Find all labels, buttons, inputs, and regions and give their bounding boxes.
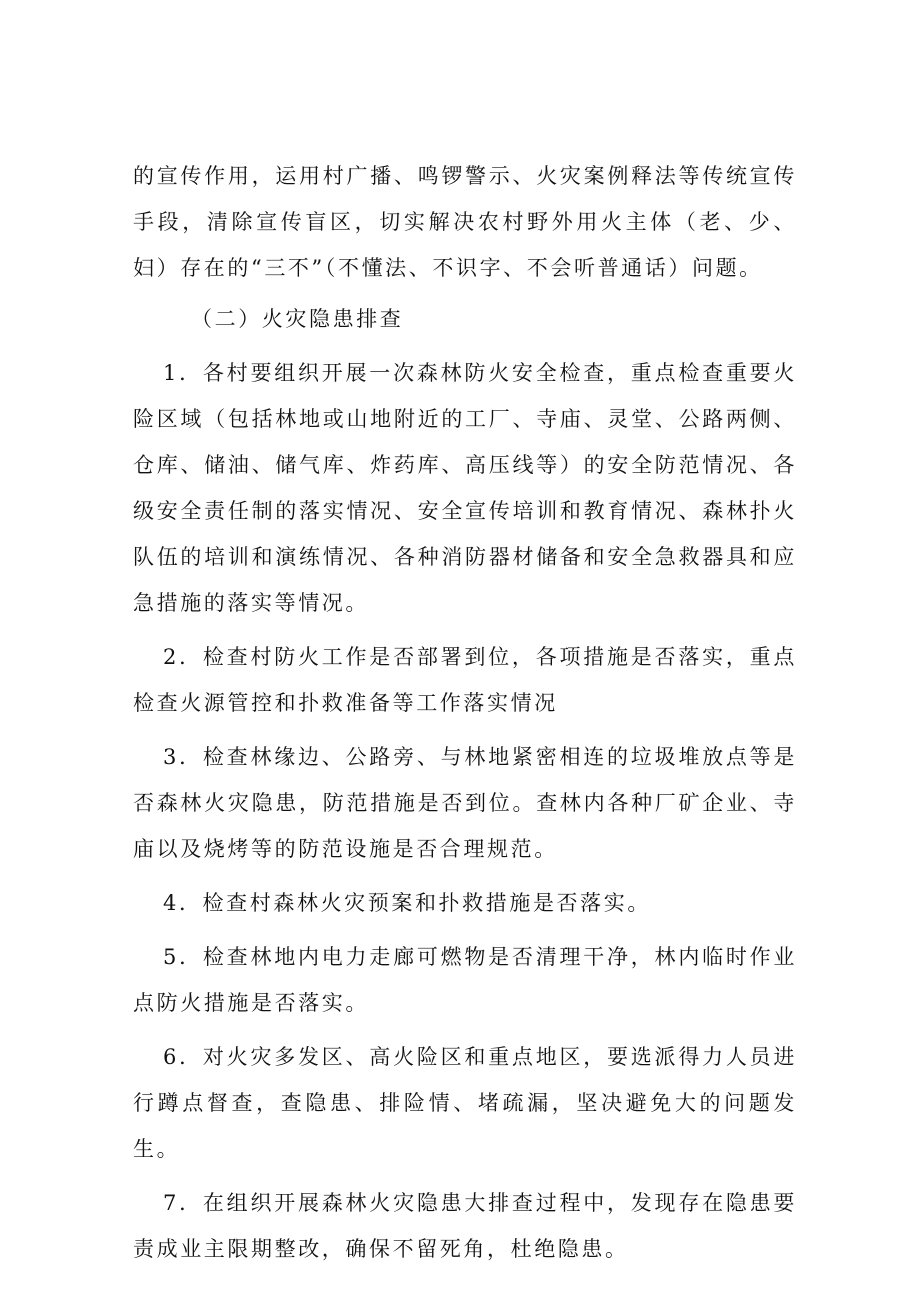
list-item-1: 1．各村要组织开展一次森林防火安全检查，重点检查重要火险区域（包括林地或山地附近的工厂、寺庙、灵堂、公路两侧、仓库、储油、储气库、炸药库、高压线等）的安全防范情况、各级安全责任制的落实情况、安全宣传培训和教育情况、森林扑火队伍的培训和演练情况、各种消防器材储备和安全急救器具和应急措施的落实等情况。 — [133, 361, 797, 615]
document-page — [133, 153, 797, 1272]
list-item-5: 5．检查林地内电力走廊可燃物是否清理干净，林内临时作业点防火措施是否落实。 — [133, 945, 797, 1015]
list-item-7: 7．在组织开展森林火灾隐患大排查过程中，发现存在隐患要责成业主限期整改，确保不留死角，杜绝隐患。 — [133, 1191, 797, 1261]
section-heading: （二）火灾隐患排查 — [191, 307, 404, 331]
list-item-4: 4．检查村森林火灾预案和扑救措施是否落实。 — [163, 891, 651, 915]
list-item-3: 3．检查林缘边、公路旁、与林地紧密相连的垃圾堆放点等是否森林火灾隐患，防范措施是否到位。查林内各种厂矿企业、寺庙以及烧烤等的防范设施是否合理规范。 — [133, 745, 797, 861]
list-item-6: 6．对火灾多发区、高火险区和重点地区，要选派得力人员进行蹲点督查，查隐患、排险情、堵疏漏，坚决避免大的问题发生。 — [133, 1045, 797, 1161]
list-item-2: 2．检查村防火工作是否部署到位，各项措施是否落实，重点检查火源管控和扑救准备等工作落实情况 — [133, 645, 797, 715]
intro-paragraph: 的宣传作用，运用村广播、鸣锣警示、火灾案例释法等传统宣传手段，清除宣传盲区，切实解决农村野外用火主体（老、少、妇）存在的“三不”（不懂法、不识字、不会听普通话）问题。 — [133, 164, 797, 280]
